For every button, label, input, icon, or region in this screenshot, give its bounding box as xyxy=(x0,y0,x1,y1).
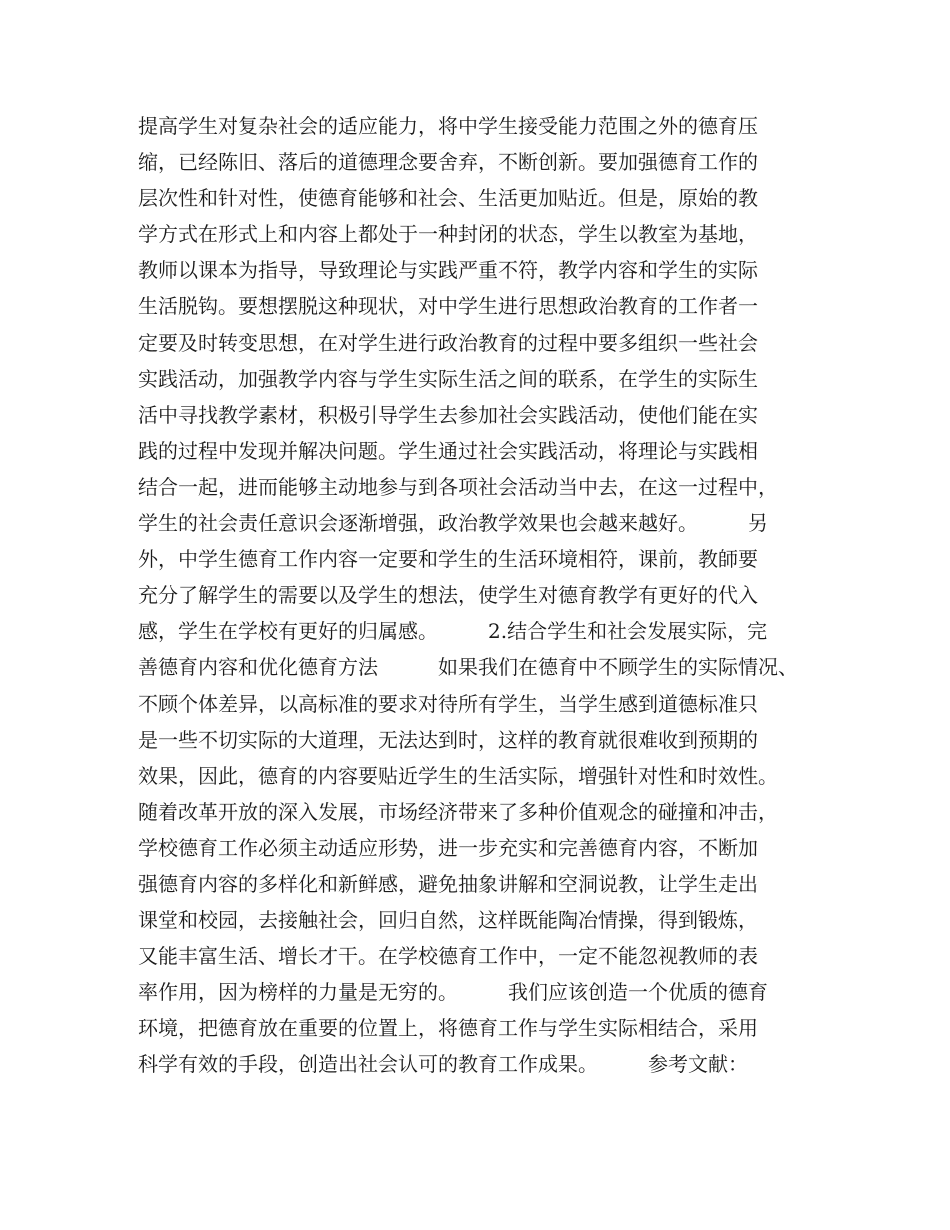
text-line: 生活脱钩。要想摆脱这种现状，对中学生进行思想政治教育的工作者一 xyxy=(138,294,758,319)
body-text xyxy=(138,108,838,1083)
text-line: 学校德育工作必须主动适应形势，进一步充实和完善德育内容，不断加 xyxy=(138,835,758,860)
text-line: 结合一起，进而能够主动地参与到各项社会活动当中去，在这一过程中， xyxy=(138,474,778,499)
text-line: 环境，把德育放在重要的位置上，将德育工作与学生实际相结合，采用 xyxy=(138,1016,758,1041)
text-line: 课堂和校园，去接触社会，回归自然，这样既能陶冶情操，得到锻炼， xyxy=(138,908,758,933)
text-line: 感，学生在学校有更好的归属感。 2.结合学生和社会发展实际，完 xyxy=(138,619,768,644)
text-line: 践的过程中发现并解决问题。学生通过社会实践活动，将理论与实践相 xyxy=(138,438,758,463)
text-line: 率作用，因为榜样的力量是无穷的。 我们应该创造一个优质的德育 xyxy=(138,980,768,1005)
text-line: 外，中学生德育工作内容一定要和学生的生活环境相符，课前，教師要 xyxy=(138,547,758,572)
text-line: 缩，已经陈旧、落后的道德理念要舍弃，不断创新。要加强德育工作的 xyxy=(138,150,758,175)
text-line: 定要及时转变思想，在对学生进行政治教育的过程中要多组织一些社会 xyxy=(138,330,758,355)
text-line: 教师以课本为指导，导致理论与实践严重不符，教学内容和学生的实际 xyxy=(138,258,758,283)
text-line: 随着改革开放的深入发展，市场经济带来了多种价值观念的碰撞和冲击， xyxy=(138,799,778,824)
text-line: 又能丰富生活、增长才干。在学校德育工作中，一定不能忽视教师的表 xyxy=(138,944,758,969)
text-line: 是一些不切实际的大道理，无法达到时，这样的教育就很难收到预期的 xyxy=(138,727,758,752)
text-line: 层次性和针对性，使德育能够和社会、生活更加贴近。但是，原始的教 xyxy=(138,186,758,211)
text-line: 实践活动，加强教学内容与学生实际生活之间的联系，在学生的实际生 xyxy=(138,366,758,391)
text-line: 提高学生对复杂社会的适应能力，将中学生接受能力范围之外的德育压 xyxy=(138,114,758,138)
text-line: 效果，因此，德育的内容要贴近学生的生活实际，增强针对性和时效性。 xyxy=(138,763,778,788)
text-line: 强德育内容的多样化和新鲜感，避免抽象讲解和空洞说教，让学生走出 xyxy=(138,871,758,896)
text-line: 充分了解学生的需要以及学生的想法，使学生对德育教学有更好的代入 xyxy=(138,583,758,608)
text-line: 学生的社会责任意识会逐渐增强，政治教学效果也会越来越好。 另 xyxy=(138,511,768,536)
text-line: 学方式在形式上和内容上都处于一种封闭的状态，学生以教室为基地， xyxy=(138,222,758,247)
text-line: 善德育内容和优化德育方法 如果我们在德育中不顾学生的实际情况、 xyxy=(138,655,798,680)
text-line: 活中寻找教学素材，积极引导学生去参加社会实践活动，使他们能在实 xyxy=(138,402,758,427)
text-line: 不顾个体差异，以高标准的要求对待所有学生，当学生感到道德标准只 xyxy=(138,691,758,716)
text-line: 科学有效的手段，创造出社会认可的教育工作成果。 参考文献： xyxy=(138,1052,748,1077)
